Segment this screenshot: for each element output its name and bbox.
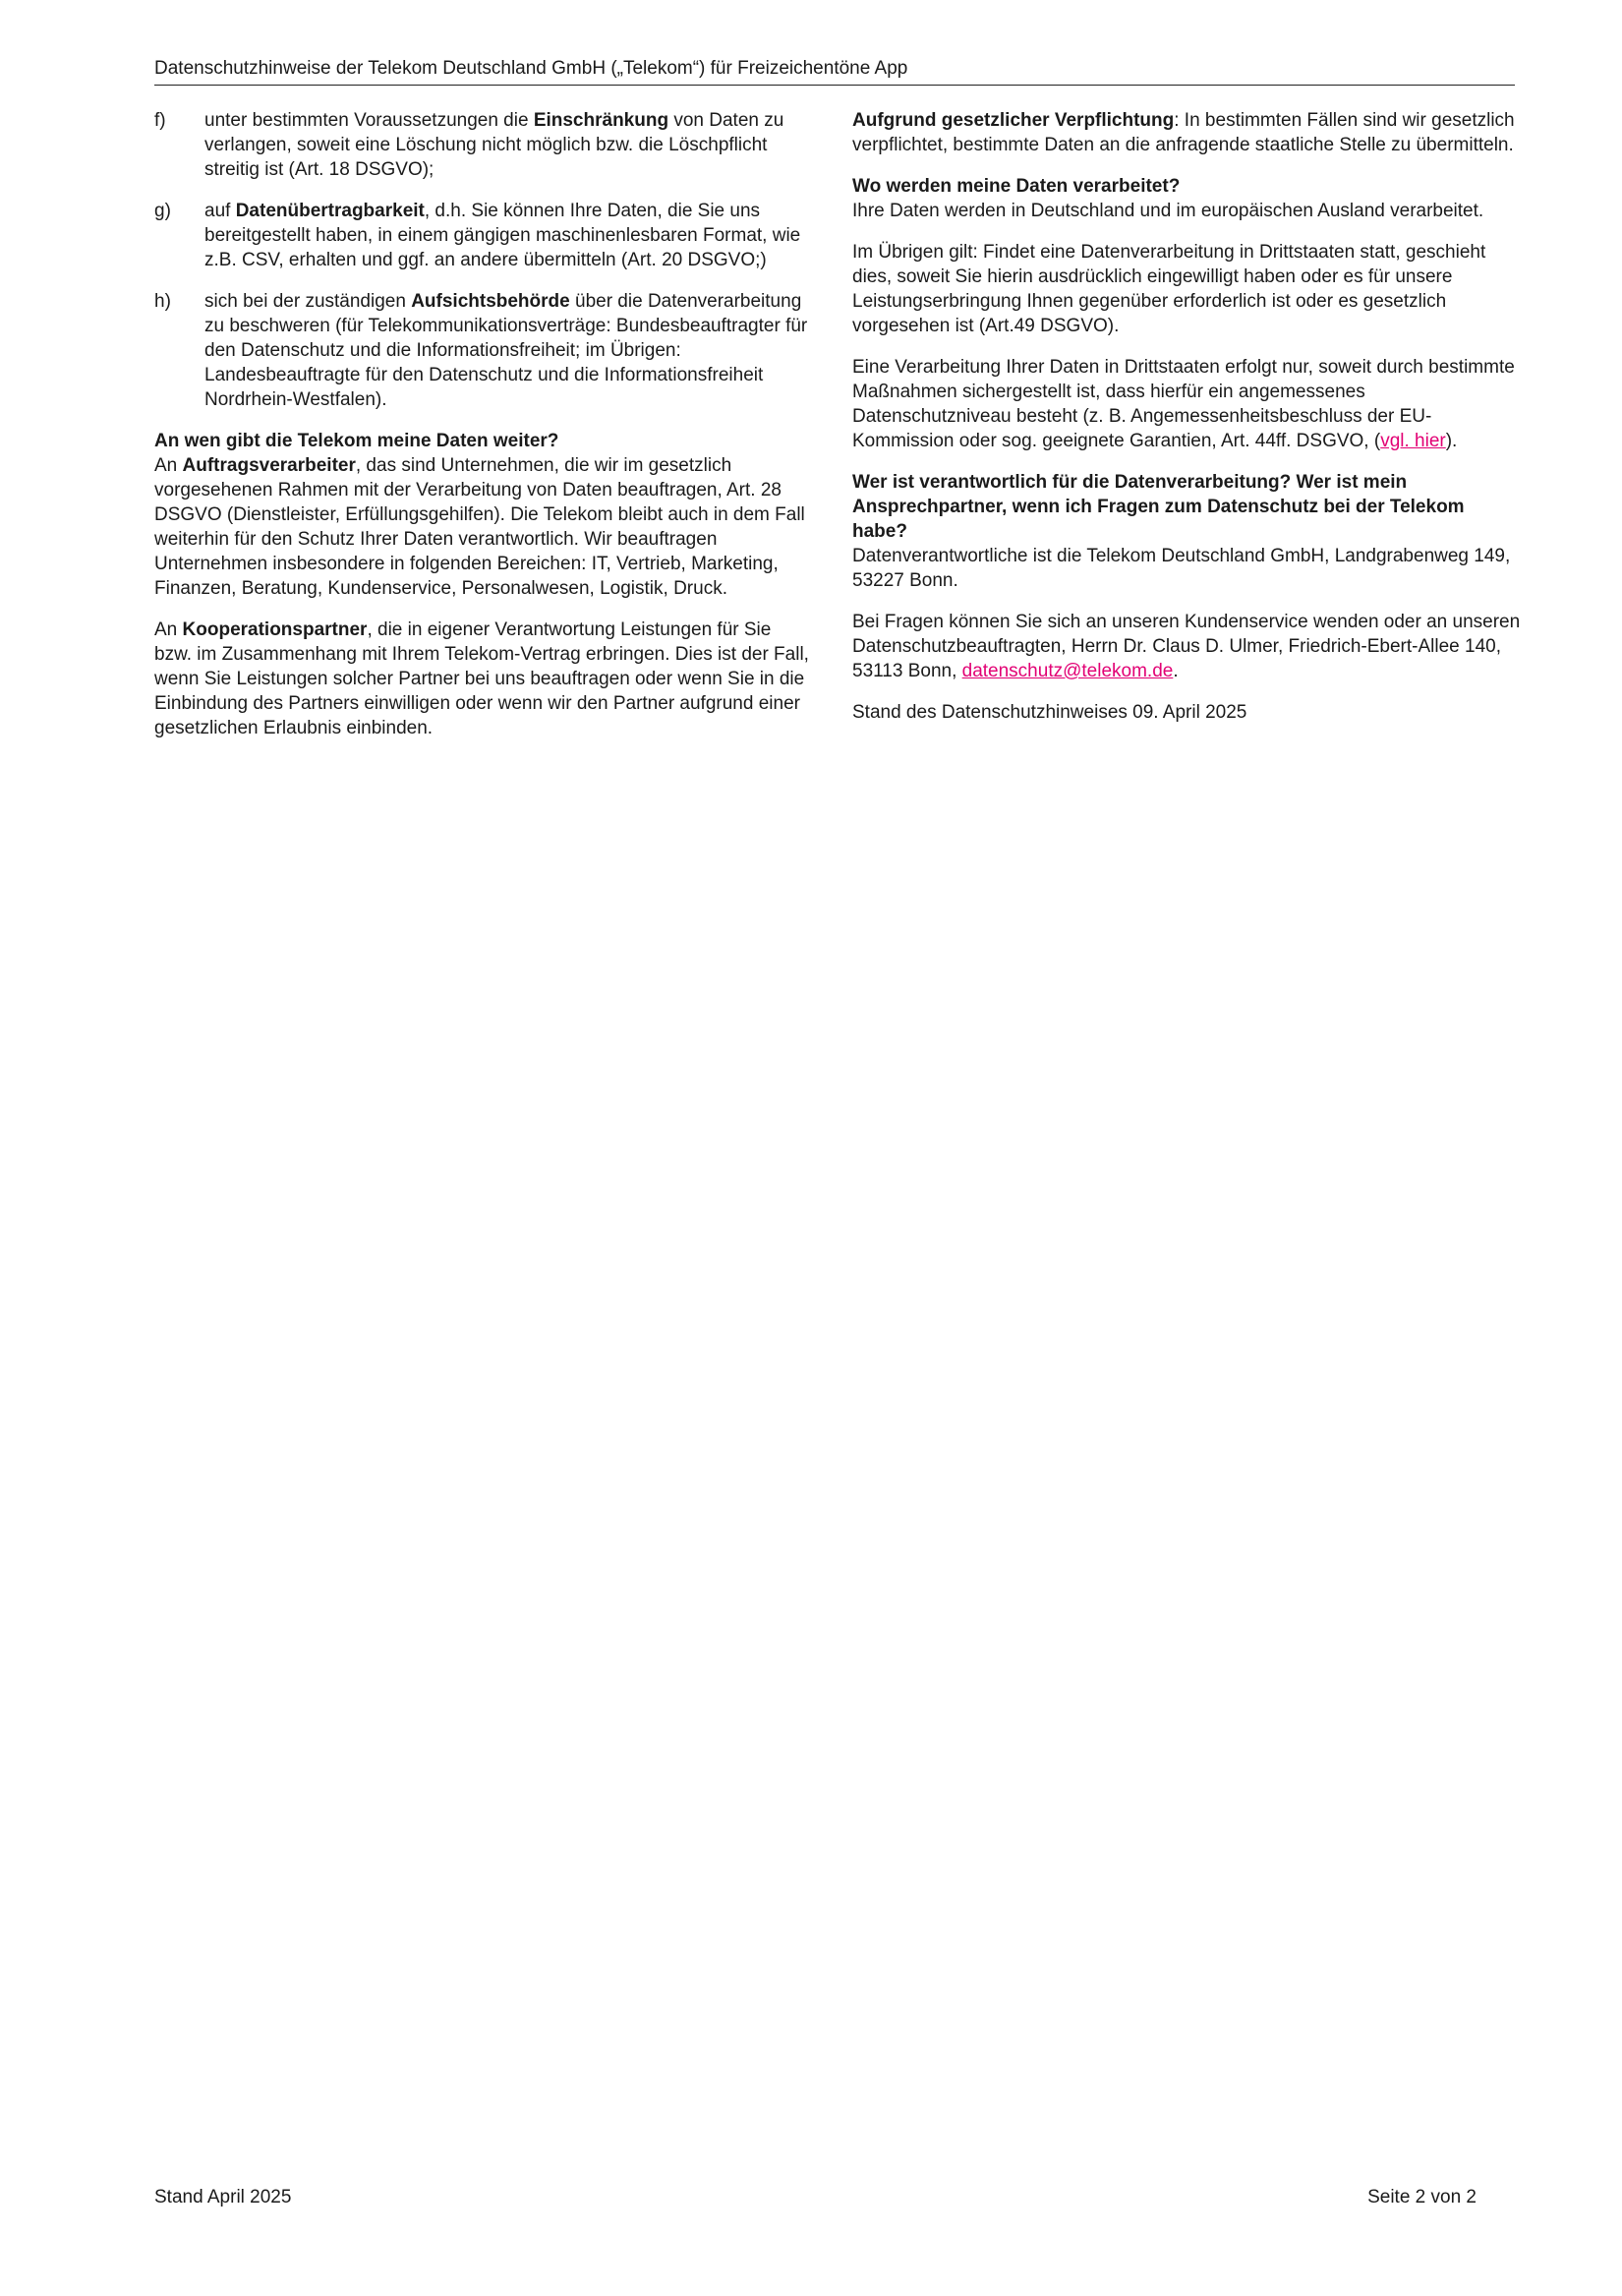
paragraph-kooperationspartner [154, 618, 813, 740]
text-span: Eine Verarbeitung Ihrer Daten in Drittstaaten erfolgt nur, soweit durch bestimmte Maßnahmen sichergestellt ist, dass hierfür ein angemessenes Datenschutzniveau besteht (z. B. Angemessenheitsbeschluss der EU-Kommission oder sog. geeignete Garantien, Art. 44ff. DSGVO, ( [852, 357, 1515, 451]
page-number: Seite 2 von 2 [1367, 2187, 1477, 2208]
list-text [204, 199, 813, 272]
vgl-hier-link[interactable]: vgl. hier [1380, 431, 1446, 451]
paragraph-drittstaaten: Im Übrigen gilt: Findet eine Datenverarbeitung in Drittstaaten statt, geschieht dies, soweit Sie hierin ausdrücklich eingewilligt haben oder es für unsere Leistungserbringung Ihnen gegenüber erforderlich ist oder es gesetzlich vorgesehen ist (Art.49 DSGVO). [852, 242, 1486, 336]
list-item-f [154, 108, 813, 182]
text-span: Ihre Daten werden in Deutschland und im europäischen Ausland verarbeitet. [852, 201, 1484, 221]
paragraph-stand: Stand des Datenschutzhinweises 09. April 2025 [852, 702, 1247, 723]
text-span: : In bestimmten Fällen sind wir gesetzlich verpflichtet, bestimmte Daten an die anfragende staatliche Stelle zu übermitteln. [852, 110, 1515, 155]
paragraph-verantwortlicher [852, 470, 1521, 593]
text-span: , das sind Unternehmen, die wir im gesetzlich vorgesehenen Rahmen mit der Verarbeitung von Daten beauftragen, Art. 28 DSGVO (Dienstleister, Erfüllungsgehilfen). Die Telekom bleibt auch in dem Fall weiterhin für den Schutz Ihrer Daten verantwortlich. Wir beauftragen Unternehmen insbesondere in folgenden Bereichen: IT, Vertrieb, Marketing, Finanzen, Beratung, Kundenservice, Personalwesen, Logistik, Druck. [154, 455, 805, 599]
text-span: Bei Fragen können Sie sich an unseren Kundenservice wenden oder an unseren Datenschutzbeauftragten, Herrn Dr. Claus D. Ulmer, Friedrich-Ebert-Allee 140, 53113 Bonn, [852, 612, 1521, 681]
bold-term: Aufsichtsbehörde [411, 291, 570, 312]
bold-term: Kooperationspartner [182, 619, 368, 640]
section-heading: Wer ist verantwortlich für die Datenverarbeitung? Wer ist mein Ansprechpartner, wenn ich Fragen zum Datenschutz bei der Telekom habe? [852, 472, 1465, 542]
text-span: ). [1445, 431, 1458, 451]
text-span: sich bei der zuständigen [204, 291, 412, 312]
list-label: h) [154, 291, 171, 312]
list-item-h [154, 289, 813, 412]
list-text [204, 108, 813, 182]
bold-term: Einschränkung [533, 110, 669, 131]
text-span: . [1173, 661, 1179, 681]
text-span: über die Datenverarbeitung zu beschweren (für Telekommunikationsverträge: Bundesbeauftragter für den Datenschutz und die Informationsfreiheit; im Übrigen: Landesbeauftragte für den Datenschutz und die Informationsfreiheit Nordrhein-Westfalen). [204, 291, 808, 410]
text-span: An [154, 619, 183, 640]
right-column [852, 108, 1521, 741]
bold-term: Datenübertragbarkeit [235, 201, 425, 221]
text-span: Datenverantwortliche ist die Telekom Deutschland GmbH, Landgrabenweg 149, 53227 Bonn. [852, 546, 1511, 591]
list-label: f) [154, 110, 166, 131]
footer-date: Stand April 2025 [154, 2187, 292, 2208]
list-text [204, 289, 813, 412]
bold-term: Aufgrund gesetzlicher Verpflichtung [852, 110, 1175, 131]
section-heading: Wo werden meine Daten verarbeitet? [852, 176, 1181, 197]
paragraph-kontakt [852, 610, 1521, 683]
paragraph-verarbeitungsort [852, 174, 1521, 223]
text-span: An [154, 455, 183, 476]
text-span: , die in eigener Verantwortung Leistungen für Sie bzw. im Zusammenhang mit Ihrem Telekom-Vertrag erbringen. Dies ist der Fall, wenn Sie Leistungen solcher Partner bei uns beauftragen oder wenn Sie in die Einbindung des Partners einwilligen oder wenn wir den Partner aufgrund einer gesetzlichen Erlaubnis einbinden. [154, 619, 809, 738]
text-span: auf [204, 201, 236, 221]
left-column [154, 108, 813, 757]
document-header: Datenschutzhinweise der Telekom Deutschland GmbH („Telekom“) für Freizeichentöne App [154, 57, 1515, 86]
list-label: g) [154, 201, 171, 221]
section-heading: An wen gibt die Telekom meine Daten weiter? [154, 431, 559, 451]
paragraph-auftragsverarbeiter [154, 429, 813, 601]
text-span: , d.h. Sie können Ihre Daten, die Sie uns bereitgestellt haben, in einem gängigen maschinenlesbaren Format, wie z.B. CSV, erhalten und ggf. an andere übermitteln (Art. 20 DSGVO;) [204, 201, 801, 270]
text-span: von Daten zu verlangen, soweit eine Löschung nicht möglich bzw. die Löschpflicht streitig ist (Art. 18 DSGVO); [204, 110, 784, 180]
paragraph-gesetzliche-verpflichtung [852, 108, 1521, 157]
list-item-g [154, 199, 813, 272]
email-link[interactable]: datenschutz@telekom.de [961, 661, 1174, 681]
bold-term: Auftragsverarbeiter [182, 455, 356, 476]
text-span: unter bestimmten Voraussetzungen die [204, 110, 534, 131]
paragraph-datenschutzniveau [852, 355, 1521, 453]
